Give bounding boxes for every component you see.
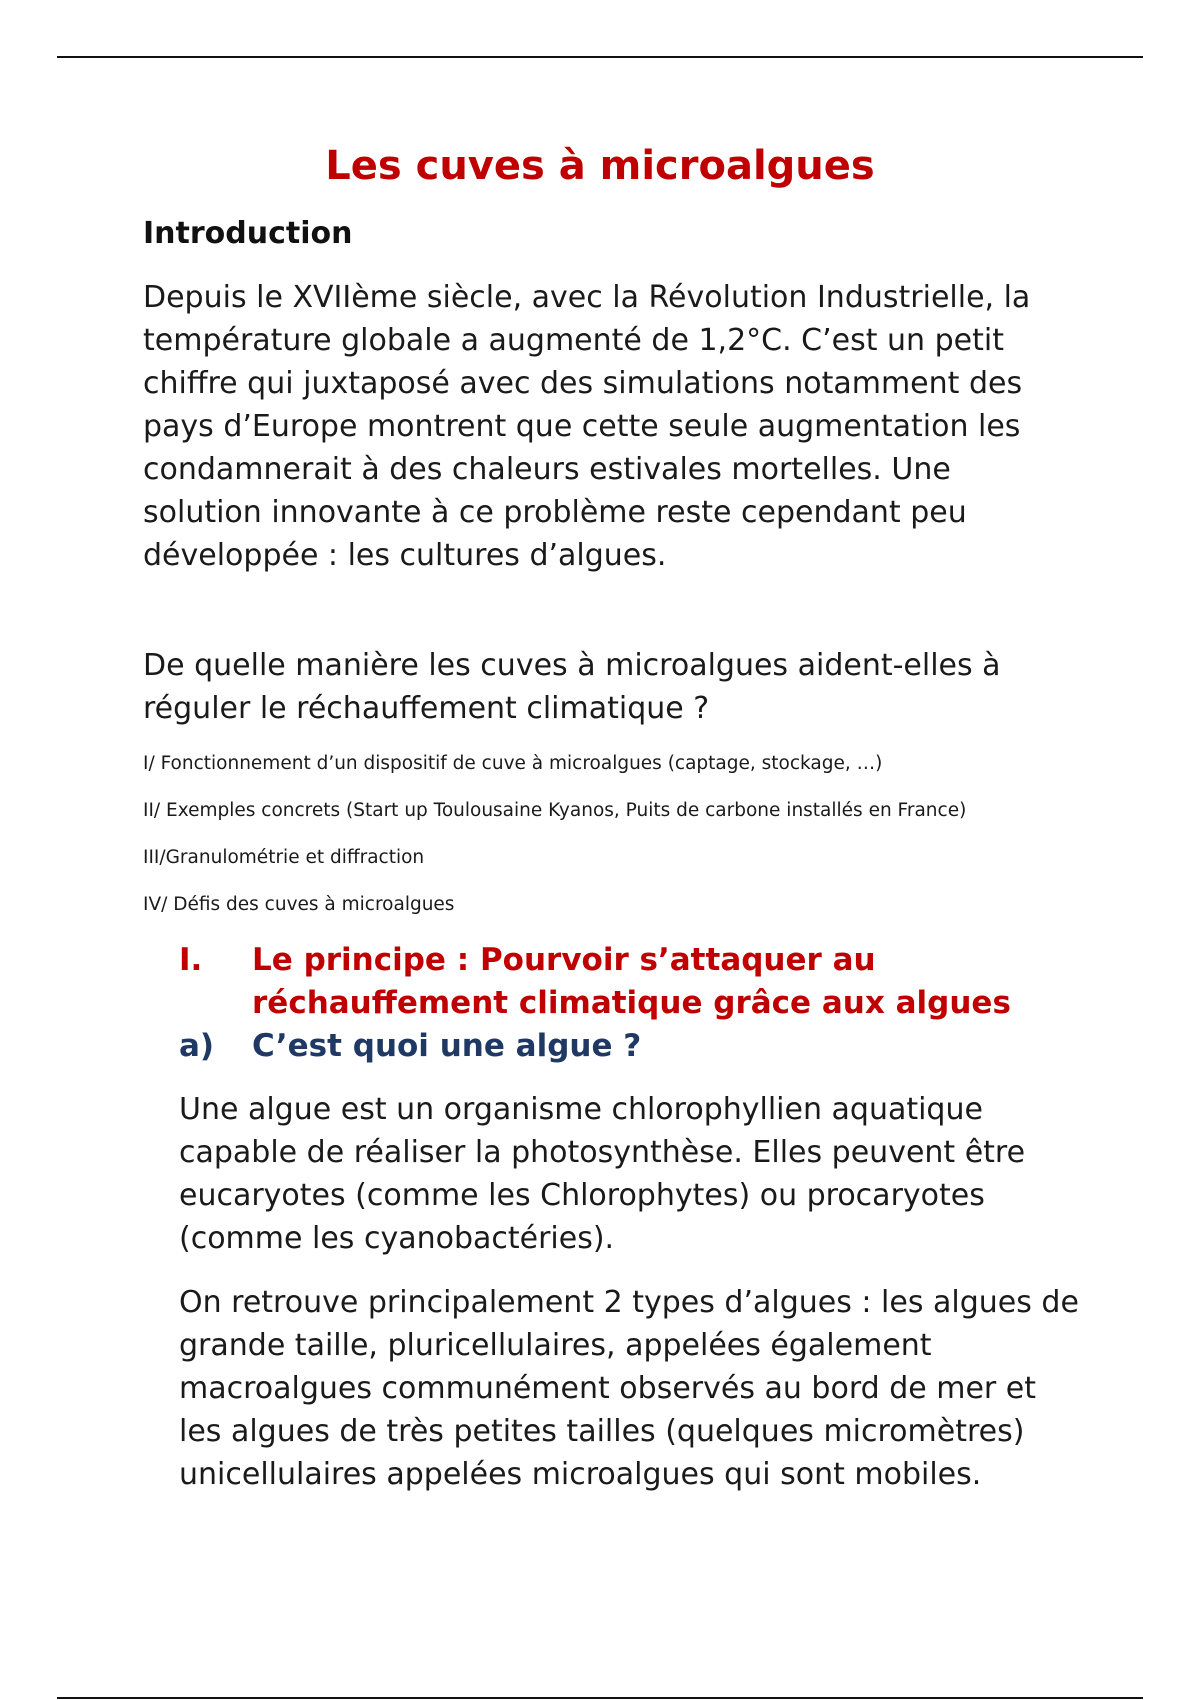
introduction-paragraph: Depuis le XVIIème siècle, avec la Révolution Industrielle, la température globale a augmenté de 1,2°C. C’est un petit chiffre qui juxtaposé avec des simulations notamment des pays d’Europe montrent que cette seule augmentation les condamnerait à des chaleurs estivales mortelles. Une solution innovante à ce problème reste cependant peu développée : les cultures d’algues. — [143, 280, 1031, 573]
header-rule — [57, 56, 1143, 58]
document-title: Les cuves à microalgues — [325, 143, 875, 189]
subsection-a-number: a) — [179, 1028, 215, 1064]
footer-rule — [57, 1697, 1143, 1699]
section-1-number: I. — [179, 942, 203, 978]
problematic-paragraph: De quelle manière les cuves à microalgues aident-elles à réguler le réchauffement climatique ? — [143, 648, 1001, 726]
outline-item-3: III/Granulométrie et diffraction — [143, 847, 425, 868]
outline-item-2: II/ Exemples concrets (Start up Toulousaine Kyanos, Puits de carbone installés en France) — [143, 800, 967, 821]
subsection-a-title: C’est quoi une algue ? — [252, 1028, 642, 1064]
section-1-title: Le principe : Pourvoir s’attaquer au réchauffement climatique grâce aux algues — [252, 942, 1011, 1021]
section-1-heading — [179, 939, 1079, 1025]
outline-item-4: IV/ Défis des cuves à microalgues — [143, 894, 455, 915]
subsection-a-heading — [179, 1025, 641, 1067]
introduction-heading: Introduction — [143, 216, 353, 251]
outline-item-1: I/ Fonctionnement d’un dispositif de cuve à microalgues (captage, stockage, …) — [143, 753, 883, 774]
algae-types-paragraph: On retrouve principalement 2 types d’algues : les algues de grande taille, pluricellulaires, appelées également macroalgues communément observés au bord de mer et les algues de très petites tailles (quelques micromètres) unicellulaires appelées microalgues qui sont mobiles. — [179, 1285, 1079, 1492]
algae-definition-paragraph: Une algue est un organisme chlorophyllien aquatique capable de réaliser la photosynthèse. Elles peuvent être eucaryotes (comme les Chlorophytes) ou procaryotes (comme les cyanobactéries). — [179, 1092, 1026, 1256]
